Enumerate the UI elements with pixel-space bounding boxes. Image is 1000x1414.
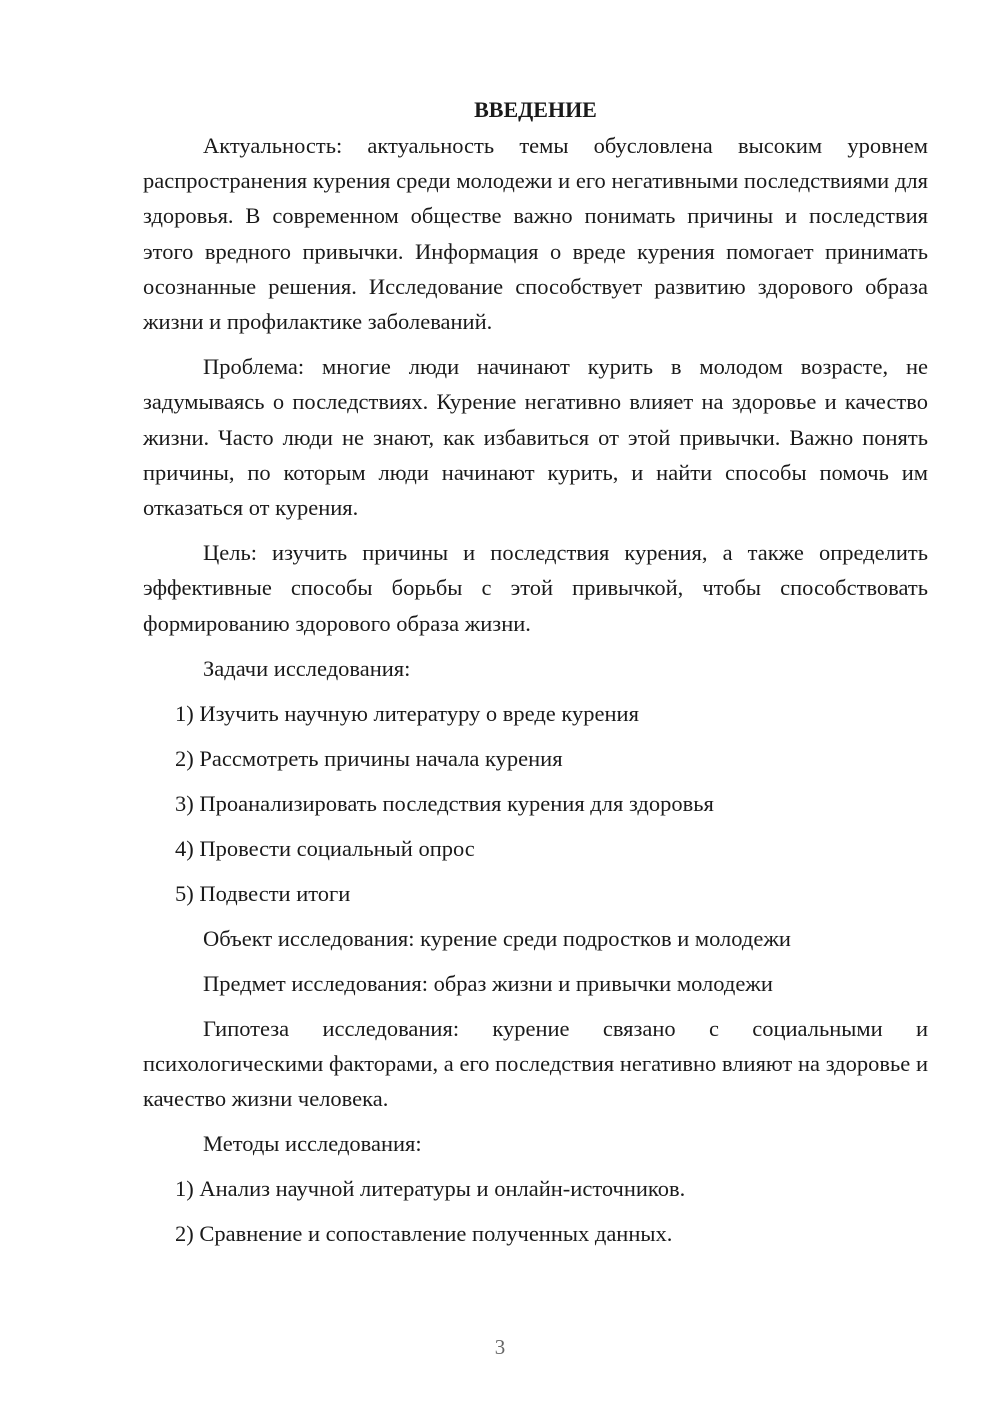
document-page	[143, 92, 928, 1261]
task-item: 4) Провести социальный опрос	[175, 835, 475, 861]
paragraph-gap	[143, 1116, 928, 1126]
methods-heading: Методы исследования:	[203, 1131, 422, 1157]
task-item: 5) Подвести итоги	[175, 880, 351, 906]
page-number: 3	[494, 1335, 506, 1359]
object-line: Объект исследования: курение среди подростков и молодежи	[203, 925, 791, 951]
section-title: ВВЕДЕНИЕ	[474, 97, 597, 122]
paragraph-gap	[143, 339, 928, 349]
tasks-heading: Задачи исследования:	[203, 655, 411, 681]
task-item: 2) Рассмотреть причины начала курения	[175, 745, 563, 771]
paragraph-gap	[143, 641, 928, 651]
paragraph-gap	[143, 525, 928, 535]
goal-paragraph: Цель: изучить причины и последствия курения, а также определить эффективные способы борьбы с этой привычкой, чтобы способствовать формированию здорового образа жизни.	[143, 540, 928, 636]
relevance-paragraph: Актуальность: актуальность темы обусловлена высоким уровнем распространения курения среди молодежи и его негативными последствиями для здоровья. В современном обществе важно понимать причины и последствия этого вредного привычки. Информация о вреде курения помогает принимать осознанные решения. Исследование способствует развитию здорового образа жизни и профилактике заболеваний.	[143, 133, 928, 335]
task-item: 3) Проанализировать последствия курения для здоровья	[175, 790, 714, 816]
task-item: 1) Изучить научную литературу о вреде курения	[175, 700, 639, 726]
hypothesis-paragraph: Гипотеза исследования: курение связано с социальными и психологическими факторами, а его последствия негативно влияют на здоровье и качество жизни человека.	[143, 1015, 928, 1112]
subject-line: Предмет исследования: образ жизни и привычки молодежи	[203, 970, 773, 996]
problem-paragraph: Проблема: многие люди начинают курить в молодом возрасте, не задумываясь о последствиях. Курение негативно влияет на здоровье и качество жизни. Часто люди не знают, как избавиться от этой привычки. Важно понять причины, по которым люди начинают курить, и найти способы помочь им отказаться от курения.	[143, 354, 928, 521]
method-item: 1) Анализ научной литературы и онлайн-источников.	[175, 1176, 686, 1202]
method-item: 2) Сравнение и сопоставление полученных данных.	[175, 1221, 673, 1247]
